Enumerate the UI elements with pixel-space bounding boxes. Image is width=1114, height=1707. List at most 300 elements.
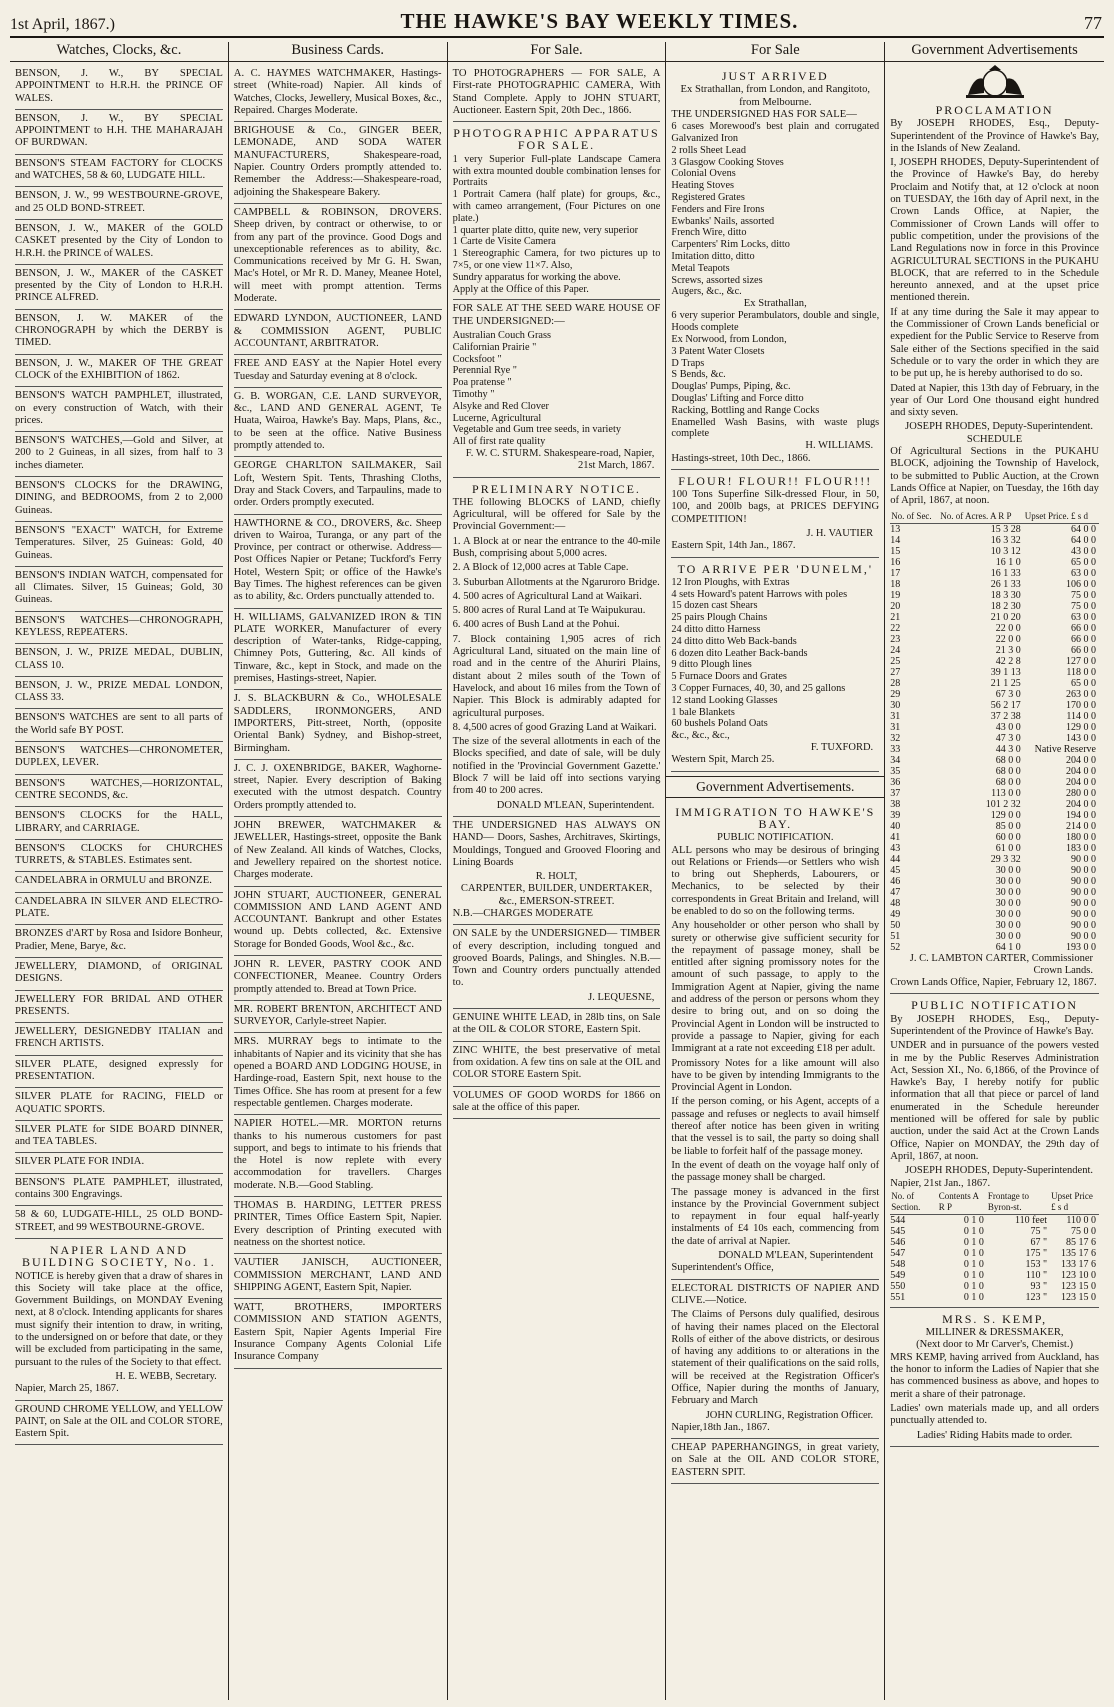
issue-date: 1st April, 1867.) <box>10 16 115 33</box>
table-cell: 50 <box>890 919 901 931</box>
table-cell: 129 0 0 <box>1065 721 1096 733</box>
table-cell: 43 <box>890 842 901 854</box>
table-cell: 66 0 0 <box>1070 644 1096 656</box>
kemp-note-3: Ladies' Riding Habits made to order. <box>916 1429 1073 1441</box>
table-row <box>890 722 1099 733</box>
table-row <box>890 546 1099 557</box>
arrived-item: Augers, &c., &c. <box>671 286 742 298</box>
table-cell: 280 0 0 <box>1065 787 1096 799</box>
watch-ads-list <box>15 65 223 1239</box>
table-cell: 24 <box>890 644 901 656</box>
table-cell: 90 0 0 <box>1070 897 1096 909</box>
business-card: GEORGE CHARLTON SAILMAKER, Sail Loft, Western Spit. Tents, Thrashing Cloths, Dray and Stack Covers, and Tarpaulins, made to order. Orders promptly executed. <box>234 457 442 514</box>
pub-title: PUBLIC NOTIFICATION <box>911 998 1079 1013</box>
table-cell: 30 0 0 <box>995 897 1021 909</box>
schedule-title: SCHEDULE <box>966 433 1023 445</box>
dunelm-ad <box>671 558 879 772</box>
proc-body-2: If at any time during the Sale it may appear to the Commissioner of Crown Lands beneficial or expedient for the Public Service to Reserve from Sale either of the Sections specified in the said Schedule or to vary the order in which they are to be put up, he is hereby authorised to do so. <box>890 306 1099 380</box>
table-cell: 549 <box>890 1269 906 1281</box>
table-cell: 547 <box>890 1247 906 1259</box>
table-cell: 123 15 0 <box>1060 1280 1096 1292</box>
table-cell: 90 0 0 <box>1070 864 1096 876</box>
table-cell: 551 <box>890 1291 906 1303</box>
business-card: JOHN STUART, AUCTIONEER, GENERAL COMMISSION AND LAND AGENT AND ACCOUNTANT. Bankrupt and other Estates wound up. Debts collected, &c. Extensive Storage for Bonded Goods, Wool &c., &c. <box>234 887 442 956</box>
column-watches <box>10 42 229 1700</box>
table-cell: 22 <box>890 622 901 634</box>
prelim-sign: DONALD M'LEAN, Superintendent. <box>496 799 655 811</box>
table-row <box>890 854 1099 865</box>
business-card: JOHN BREWER, WATCHMAKER & JEWELLER, Hastings-street, opposite the Bank of New Zealand. All kinds of Watches, Clocks, and Jewellery repaired on the shortest notice. Charges moderate. <box>234 817 442 886</box>
table-cell: 90 0 0 <box>1070 875 1096 887</box>
dunelm-item: 3 Copper Furnaces, 40, 30, and 25 gallons <box>671 683 846 695</box>
table-row <box>890 1292 1099 1303</box>
photo-item: 1 quarter plate ditto, quite new, very superior <box>452 224 639 236</box>
business-card: VAUTIER JANISCH, AUCTIONEER, COMMISSION MERCHANT, LAND AND SHIPPING AGENT, Eastern Spit, Napier. <box>234 1254 442 1299</box>
watch-ad: BENSON'S WATCH PAMPHLET, illustrated, on every construction of Watch, with their prices. <box>15 387 223 432</box>
watch-ad: SILVER PLATE FOR INDIA. <box>15 1153 223 1173</box>
column-for-sale <box>448 42 667 1700</box>
table-row <box>890 568 1099 579</box>
holt-trade: CARPENTER, BUILDER, UNDERTAKER, &c., EMERSON-STREET. <box>460 883 653 907</box>
watch-ad: BENSON, J. W. MAKER of the CHRONOGRAPH by which the DERBY is TIMED. <box>15 310 223 355</box>
table-header: Contents A R P <box>938 1190 987 1215</box>
table-cell: 67 " <box>1030 1236 1048 1248</box>
table-cell: 61 0 0 <box>995 842 1021 854</box>
table-cell: 90 0 0 <box>1070 853 1096 865</box>
table-row <box>890 755 1099 766</box>
table-cell: 44 <box>890 853 901 865</box>
arrived-item: Racking, Bottling and Range Cocks <box>671 404 820 416</box>
imm-title: IMMIGRATION TO HAWKE'S BAY. <box>675 804 876 831</box>
table-cell: 93 " <box>1030 1280 1048 1292</box>
society-body: NOTICE is hereby given that a draw of shares in this Society will take place at the office, Government Buildings, on MONDAY Evening next, at 8 o'clock. Intending applicants for shares must signify their intention to draw, in writing, to the undersigned on or before that date, or they will be excluded from participating in the same, pursuant to the rules of the Society to that effect. <box>15 1270 223 1368</box>
flour-title: FLOUR! FLOUR!! FLOUR!!! <box>678 473 873 488</box>
table-row <box>890 821 1099 832</box>
table-cell: 60 0 0 <box>995 831 1021 843</box>
arrived-list-2 <box>671 310 879 440</box>
table-row <box>890 766 1099 777</box>
table-cell: 21 <box>890 611 901 623</box>
kemp-title: MRS. S. KEMP, <box>942 1311 1048 1326</box>
table-cell: 21 0 20 <box>990 611 1021 623</box>
arrived-date: Hastings-street, 10th Dec., 1866. <box>671 452 811 464</box>
table-cell: 16 <box>890 556 901 568</box>
table-cell: 30 0 0 <box>995 930 1021 942</box>
table-cell: 38 <box>890 798 901 810</box>
table-cell: 39 <box>890 809 901 821</box>
seed-item: Australian Couch Grass <box>452 329 551 341</box>
table-cell: 32 <box>890 732 901 744</box>
table-cell: 41 <box>890 831 901 843</box>
table-cell: 43 0 0 <box>995 721 1021 733</box>
table-cell: 110 " <box>1025 1269 1048 1281</box>
table1-sign: J. C. LAMBTON CARTER, Commissioner Crown Lands. <box>909 952 1093 976</box>
table-cell: 36 <box>890 776 901 788</box>
column-government <box>885 42 1104 1700</box>
table-row <box>890 744 1099 755</box>
kemp-body: MRS KEMP, having arrived from Auckland, has the honor to inform the Ladies of Napier that she has commenced business as above, and hopes to merit a share of their patronage. <box>890 1351 1099 1400</box>
table-row <box>890 689 1099 700</box>
business-card: JOHN R. LEVER, PASTRY COOK AND CONFECTIONER, Meanee. Country Orders promptly attended to. Bread at Town Price. <box>234 956 442 1001</box>
seed-item: Poa pratense " <box>452 377 512 389</box>
photo-item: Sundry apparatus for working the above. <box>452 271 621 283</box>
preliminary-notice <box>453 478 661 817</box>
arrived-item: Enamelled Wash Basins, with waste plugs complete <box>671 416 880 440</box>
table-cell: 22 0 0 <box>995 622 1021 634</box>
table-row <box>890 777 1099 788</box>
dunelm-item: 12 Iron Ploughs, with Extras <box>671 576 790 588</box>
table-cell: 66 0 0 <box>1070 622 1096 634</box>
table-header: Upset Price. £ s d <box>1024 510 1099 524</box>
arrived-item: Registered Grates <box>671 191 745 203</box>
photo-item: 1 Carte de Visite Camera <box>452 236 556 248</box>
business-card: HAWTHORNE & CO., DROVERS, &c. Sheep driven to Wairoa, Turanga, or any part of the Province, per contract or otherwise. Address—Post Offices Napier or Petane; Tuckford's Ferry Hotel, Western Spit; or office of the Hawke's Bay Times. The highest references can be given as to ability, &c. Orders punctually attended to. <box>234 515 442 609</box>
business-card: CAMPBELL & ROBINSON, DROVERS. Sheep driven, by contract or otherwise, to or from any part of the province. Good Dogs and unexceptionable references as to ability, &c. Communications received by Mr G. H. Swan, Mac's Hotel, or Mr R. D. Maney, Meanee Hotel, will meet with prompt attention. Terms Moderate. <box>234 204 442 310</box>
seed-item: Cocksfoot " <box>452 353 502 365</box>
prelim-paragraph: 3. Suburban Allotments at the Ngaruroro Bridge. <box>452 576 660 588</box>
table-cell: 0 1 0 <box>963 1236 984 1248</box>
table-cell: 35 <box>890 765 901 777</box>
elect-sign: JOHN CURLING, Registration Officer. <box>705 1409 874 1421</box>
column-heading: Watches, Clocks, &c. <box>10 42 228 62</box>
table-cell: 45 <box>890 864 901 876</box>
arrived-item: S Bends, &c. <box>671 369 726 381</box>
arrived-ex: Ex Strathallan, <box>743 298 807 310</box>
table-cell: 16 3 32 <box>990 534 1021 546</box>
imm-sign: DONALD M'LEAN, Superintendent <box>718 1250 874 1262</box>
prelim-body <box>453 497 661 798</box>
arrived-item: Metal Teapots <box>671 262 730 274</box>
table-cell: 67 3 0 <box>995 688 1021 700</box>
table-cell: 85 0 0 <box>995 820 1021 832</box>
imm-sub: PUBLIC NOTIFICATION. <box>717 832 834 844</box>
business-card: EDWARD LYNDON, AUCTIONEER, LAND & COMMISSION AGENT, PUBLIC ACCOUNTANT, ARBITRATOR. <box>234 310 442 355</box>
society-sign: H. E. WEBB, Secretary. <box>115 1370 217 1382</box>
watch-ad: BENSON'S WATCHES—CHRONOMETER, DUPLEX, LEVER. <box>15 742 223 775</box>
arrived-intro: THE UNDERSIGNED HAS FOR SALE— <box>671 108 857 120</box>
seed-item: Timothy " <box>452 388 495 400</box>
table-row <box>890 799 1099 810</box>
pub-body: UNDER and in pursuance of the powers vested in me by the Public Reserves Administration Act, Session XI., No. 6,1866, of the Province of Hawke's Bay, I hereby notify for public information that all that piece or parcel of land enumerated in the Schedule hereunder mentioned will be offered for sale by public auction, under the said Act at the Crown Lands Office, Napier on MONDAY, the 29th day of April, 1867, at noon. <box>890 1040 1099 1162</box>
immigration-notice <box>671 801 879 1280</box>
table-cell: 29 <box>890 688 901 700</box>
table-cell: 49 <box>890 908 901 920</box>
photo-item: 1 very Superior Full-plate Landscape Camera with extra mounted double combination lenses for Portraits <box>452 153 661 189</box>
table-row <box>890 623 1099 634</box>
prelim-paragraph: THE following BLOCKS of LAND, chiefly Agricultural, will be offered for Sale by the Provincial Government:— <box>452 496 661 533</box>
watch-ad: BENSON'S CLOCKS for the HALL, LIBRARY, and CARRIAGE. <box>15 807 223 840</box>
table-row <box>890 810 1099 821</box>
business-card: BRIGHOUSE & Co., GINGER BEER, LEMONADE, AND SODA WATER MANUFACTURERS, Shakespeare-road, Napier. Country Orders promptly attended to. Remember the Address:—Shakespeare-road, adjoining the Shakespeare Bakery. <box>234 122 442 204</box>
table-row <box>890 678 1099 689</box>
table-cell: 75 0 0 <box>1070 600 1096 612</box>
table-cell: 204 0 0 <box>1065 765 1096 777</box>
watch-ad: SILVER PLATE, designed expressly for PRESENTATION. <box>15 1056 223 1089</box>
watch-ad: BENSON'S CLOCKS for CHURCHES TURRETS, & STABLES. Estimates sent. <box>15 840 223 873</box>
watch-ad: BENSON'S "EXACT" WATCH, for Extreme Temperatures. Silver, 25 Guineas: Gold, 40 Guineas. <box>15 522 223 567</box>
proc-dated: Dated at Napier, this 13th day of February, in the year of Our Lord One thousand eight hundred and sixty seven. <box>890 382 1099 419</box>
arrived-item: 6 very superior Perambulators, double and single, Hoods complete <box>671 310 880 334</box>
table-cell: 204 0 0 <box>1065 776 1096 788</box>
table-cell: 193 0 0 <box>1065 941 1096 953</box>
table-cell: 33 <box>890 743 901 755</box>
table-row <box>890 788 1099 799</box>
table-row <box>890 645 1099 656</box>
table-cell: 123 10 0 <box>1060 1269 1096 1281</box>
table-cell: 16 1 33 <box>990 567 1021 579</box>
table-cell: 48 <box>890 897 901 909</box>
seed-list <box>453 330 661 448</box>
society-title: NAPIER LAND AND BUILDING SOCIETY, No. 1. <box>22 1242 216 1270</box>
table-row <box>890 876 1099 887</box>
seed-item: All of first rate quality <box>452 436 546 448</box>
kemp-trade: MILLINER & DRESSMAKER, <box>925 1327 1064 1339</box>
dunelm-item: &c., &c., &c., <box>671 730 730 742</box>
business-card: J. S. BLACKBURN & Co., WHOLESALE SADDLERS, IRONMONGERS, AND IMPORTERS, Pitt-street, North, (opposite Oriental Bank) Sydney, and Bishop-street, Birmingham. <box>234 690 442 759</box>
watch-ad: BENSON'S WATCHES—CHRONOGRAPH, KEYLESS, REPEATERS. <box>15 612 223 645</box>
table-header: No. of Section. <box>890 1190 938 1215</box>
table-cell: 31 <box>890 710 901 722</box>
table-cell: 123 " <box>1025 1291 1048 1303</box>
seed-item: Alsyke and Red Clover <box>452 400 549 412</box>
table-row <box>890 1259 1099 1270</box>
watch-ad: BENSON, J. W., PRIZE MEDAL LONDON, CLASS 33. <box>15 677 223 710</box>
imm-paragraph: ALL persons who may be desirous of bringing out Relations or Friends—or Settlers who wish to bring out Shepherds, Labourers, or Mechanics, to be selected by their correspondents in Great Britain and Ireland, will be enabled to do so on the following terms. <box>671 844 880 917</box>
table-cell: 43 0 0 <box>1070 545 1096 557</box>
photo-item: Apply at the Office of this Paper. <box>452 283 589 295</box>
imm-paragraph: In the event of death on the voyage half only of the passage money shall be charged. <box>671 1159 880 1184</box>
dunelm-item: 4 sets Howard's patent Harrows with poles <box>671 588 848 600</box>
dunelm-item: 60 bushels Poland Oats <box>671 718 768 730</box>
table-row <box>890 887 1099 898</box>
table-cell: 118 0 0 <box>1066 666 1096 678</box>
table-cell: 85 17 6 <box>1065 1236 1096 1248</box>
table-cell: 90 0 0 <box>1070 886 1096 898</box>
business-card: FREE AND EASY at the Napier Hotel every Tuesday and Saturday evening at 8 o'clock. <box>234 355 442 388</box>
holt-name: R. HOLT, <box>535 871 578 883</box>
elect-title: ELECTORAL DISTRICTS OF NAPIER AND CLIVE.—Notice. <box>671 1282 880 1306</box>
elect-body: The Claims of Persons duly qualified, desirous of having their names placed on the Electoral Rolls of either of the above districts, or desirous of having any additions to or alterations in the statement of their qualifications on the said rolls, will be received at the Registration Officer's Office, Napier during the months of January, February and March <box>671 1309 880 1407</box>
table-cell: 14 <box>890 534 901 546</box>
kemp-ad <box>890 1308 1099 1447</box>
table-cell: 0 1 0 <box>963 1258 984 1270</box>
column-heading: For Sale. <box>448 42 666 62</box>
table-cell: 27 <box>890 666 901 678</box>
table-cell: 90 0 0 <box>1070 919 1096 931</box>
table-cell: 18 3 30 <box>990 589 1021 601</box>
watch-ad: BENSON'S WATCHES are sent to all parts of the World safe BY POST. <box>15 709 223 742</box>
column-heading: For Sale <box>666 42 884 62</box>
arrived-sign: H. WILLIAMS. <box>805 440 874 452</box>
photo-item: 1 Portrait Camera (half plate) for groups, &c., with cameo arrangement, (Four Pictures on one plate.) <box>452 189 661 224</box>
table-row <box>890 832 1099 843</box>
watch-ad: 58 & 60, LUDGATE-HILL, 25 OLD BOND-STREET, and 99 WESTBOURNE-GROVE. <box>15 1206 223 1239</box>
dunelm-item: 24 ditto ditto Web Back-bands <box>671 635 797 647</box>
table-row <box>890 1270 1099 1281</box>
watch-ad: BENSON'S CLOCKS for the DRAWING, DINING, and BEDROOMS, from 2 to 2,000 Guineas. <box>15 477 223 522</box>
table-cell: 29 3 32 <box>990 853 1021 865</box>
seed-item: Lucerne, Agricultural <box>452 412 542 424</box>
dunelm-title: TO ARRIVE PER 'DUNELM,' <box>677 561 874 576</box>
society-date: Napier, March 25, 1867. <box>15 1383 119 1395</box>
table-cell: 110 feet <box>1014 1214 1048 1226</box>
table-cell: 90 0 0 <box>1070 908 1096 920</box>
columns <box>10 42 1104 1700</box>
good-words-ad: VOLUMES OF GOOD WORDS for 1866 on sale at the office of this paper. <box>453 1087 661 1120</box>
table-cell: 194 0 0 <box>1065 809 1096 821</box>
table-cell: 550 <box>890 1280 906 1292</box>
table-cell: 51 <box>890 930 901 942</box>
seed-sign: F. W. C. STURM. Shakespeare-road, Napier, 21st March, 1867. <box>465 447 655 472</box>
business-cards-list <box>234 65 442 1369</box>
table-cell: 546 <box>890 1236 906 1248</box>
table-cell: 64 0 0 <box>1070 534 1096 546</box>
table-cell: 0 1 0 <box>963 1269 984 1281</box>
table-cell: 101 2 32 <box>985 798 1021 810</box>
table-cell: 153 " <box>1025 1258 1048 1270</box>
white-lead-ad: GENUINE WHITE LEAD, in 28lb tins, on Sale at the OIL & COLOR STORE, Eastern Spit. <box>453 1009 661 1042</box>
gov-ads-heading: Government Advertisements. <box>666 776 884 798</box>
table-cell: 20 <box>890 600 901 612</box>
seed-warehouse-ad <box>453 300 661 477</box>
prelim-paragraph: 7. Block containing 1,905 acres of rich Agricultural Land, situated on the main line of road and in the centre of the Ahuriri Plains, distant about 2 miles south of the Town of Havelock, and about 16 miles from the Town of Napier. This Block is admirably adapted for agricultural purposes. <box>452 633 661 719</box>
business-card: THOMAS B. HARDING, LETTER PRESS PRINTER, Times Office Eastern Spit, Napier. Every description of Printing executed with neatness on the shortest notice. <box>234 1197 442 1254</box>
imm-paragraph: If the person coming, or his Agent, accepts of a passage and refuses or neglects to avail himself thereof after notice has been given in writing that the vessel is to sail, the party so doing shall be liable to forfeit half of the passage money. <box>671 1096 880 1157</box>
paperhangings-ad: CHEAP PAPERHANGINGS, in great variety, on Sale at the OIL AND COLOR STORE, EASTERN SPIT. <box>671 1439 879 1484</box>
business-card: MR. ROBERT BRENTON, ARCHITECT AND SURVEYOR, Carlyle-street Napier. <box>234 1001 442 1034</box>
arrived-item: Ex Norwood, from London, <box>671 334 787 346</box>
holt-nb: N.B.—CHARGES MODERATE <box>452 908 593 919</box>
proc-by: By JOSEPH RHODES, Esq., Deputy-Superintendent of the Province of Hawke's Bay, in the Islands of New Zealand. <box>890 118 1099 154</box>
table-cell: 75 " <box>1030 1225 1048 1237</box>
table-row <box>890 843 1099 854</box>
dunelm-item: 9 ditto Plough lines <box>671 659 752 671</box>
table-cell: 113 0 0 <box>991 787 1021 799</box>
table-row <box>890 920 1099 931</box>
photographers-ad: TO PHOTOGRAPHERS — FOR SALE, A First-rate PHOTOGRAPHIC CAMERA, With Stand Complete. Apply to JOHN STUART, Auctioneer. Eastern Spit, 20th Dec., 1866. <box>453 65 661 122</box>
arrived-sub: Ex Strathallan, from London, and Rangitoto, from Melbourne. <box>680 84 871 108</box>
table-cell: 75 0 0 <box>1070 1225 1096 1237</box>
arrived-item: Douglas' Lifting and Force ditto <box>671 393 804 405</box>
table-cell: 90 0 0 <box>1070 930 1096 942</box>
table-cell: 180 0 0 <box>1065 831 1096 843</box>
watch-ad: BENSON'S STEAM FACTORY for CLOCKS and WATCHES, 58 & 60, LUDGATE HILL. <box>15 155 223 188</box>
table-cell: 18 2 30 <box>990 600 1021 612</box>
chrome-yellow-ad: GROUND CHROME YELLOW, and YELLOW PAINT, on Sale at the OIL and COLOR STORE, Eastern Spit. <box>15 1401 223 1446</box>
business-card: MRS. MURRAY begs to intimate to the inhabitants of Napier and its vicinity that she has opened a BOARD AND LODGING HOUSE, in Hardinge-road, Eastern Spit, next house to the Times Office. She has room at present for a few respectable gentlemen. Charges moderate. <box>234 1033 442 1115</box>
arrived-item: 6 cases Morewood's best plain and corrugated Galvanized Iron <box>671 121 880 144</box>
holt-body: THE UNDERSIGNED HAS ALWAYS ON HAND— Doors, Sashes, Architraves, Skirtings, Mouldings, Tongued and Grooved Flooring and Lining Boards <box>452 819 661 868</box>
dunelm-item: 15 dozen cast Shears <box>671 600 758 612</box>
seed-title: FOR SALE AT THE SEED WARE HOUSE OF THE UNDERSIGNED:— <box>452 303 661 327</box>
table-row <box>890 579 1099 590</box>
business-card: WATT, BROTHERS, IMPORTERS COMMISSION AND STATION AGENTS, Eastern Spit, Napier Agents Imperial Fire Insurance Company Agents Colonial Life Insurance Company <box>234 1299 442 1368</box>
table-cell: 106 0 0 <box>1065 578 1096 590</box>
table-cell: 39 1 13 <box>990 666 1021 678</box>
schedule-desc: Of Agricultural Sections in the PUKAHU BLOCK, adjoining the Township of Havelock, to be submitted to Public Auction, at the Crown Lands Office at Napier, on Tuesday, the 16th day of April, 1867, at noon. <box>890 446 1099 507</box>
table-cell: Native Reserve <box>1034 743 1096 755</box>
table-cell: 204 0 0 <box>1065 754 1096 766</box>
arrived-item: French Wire, ditto <box>671 227 747 239</box>
table-cell: 0 1 0 <box>963 1247 984 1259</box>
table-row <box>890 601 1099 612</box>
arrived-item: 3 Patent Water Closets <box>671 345 765 357</box>
dunelm-item: 6 dozen dito Leather Back-bands <box>671 647 808 659</box>
table-cell: 25 <box>890 655 901 667</box>
society-notice <box>15 1239 223 1401</box>
table-cell: 28 <box>890 677 901 689</box>
table-cell: 68 0 0 <box>995 765 1021 777</box>
watch-ad: BENSON'S PLATE PAMPHLET, illustrated, contains 300 Engravings. <box>15 1174 223 1207</box>
watch-ad: BENSON, J. W., BY SPECIAL APPOINTMENT to H.R.H. the PRINCE OF WALES. <box>15 65 223 110</box>
proc-sign: JOSEPH RHODES, Deputy-Superintendent. <box>905 421 1093 433</box>
table-cell: 65 0 0 <box>1070 556 1096 568</box>
table-cell: 66 0 0 <box>1070 633 1096 645</box>
table-cell: 56 2 17 <box>990 699 1021 711</box>
table-cell: 31 <box>890 721 901 733</box>
photo-apparatus-title: PHOTOGRAPHIC APPARATUS FOR SALE. <box>453 126 660 153</box>
table-cell: 114 0 0 <box>1066 710 1096 722</box>
table-cell: 175 " <box>1025 1247 1048 1259</box>
watch-ad: JEWELLERY, DIAMOND, of ORIGINAL DESIGNS. <box>15 958 223 991</box>
table-cell: 0 1 0 <box>963 1225 984 1237</box>
table-cell: 123 15 0 <box>1060 1291 1096 1303</box>
table-cell: 129 0 0 <box>990 809 1021 821</box>
arrived-item: Ewbanks' Nails, assorted <box>671 215 775 227</box>
elect-date: Napier,18th Jan., 1867. <box>671 1421 770 1433</box>
table-row <box>890 634 1099 645</box>
table-row <box>890 865 1099 876</box>
table-cell: 0 1 0 <box>963 1280 984 1292</box>
table-cell: 15 3 28 <box>990 523 1021 535</box>
masthead <box>10 8 1104 38</box>
zinc-white-ad: ZINC WHITE, the best preservative of metal from oxidation. A few tins on sale at the OIL and COLOR STORE Eastern Spit. <box>453 1042 661 1087</box>
watch-ad: JEWELLERY FOR BRIDAL AND OTHER PRESENTS. <box>15 991 223 1024</box>
watch-ad: JEWELLERY, DESIGNEDBY ITALIAN and FRENCH ARTISTS. <box>15 1023 223 1056</box>
prelim-paragraph: 4. 500 acres of Agricultural Land at Waikari. <box>452 590 642 602</box>
prelim-paragraph: 1. A Block at or near the entrance to the 40-mile Bush, comprising about 5,000 acres. <box>452 535 661 559</box>
table-row <box>890 535 1099 546</box>
table-cell: 143 0 0 <box>1065 732 1096 744</box>
dunelm-sign: F. TUXFORD. <box>810 742 874 754</box>
column-heading: Business Cards. <box>229 42 447 62</box>
table-cell: 46 <box>890 875 901 887</box>
arrived-item: Heating Stoves <box>671 180 735 192</box>
watch-ad: BENSON'S INDIAN WATCH, compensated for all Climates. Silver, 15 Guineas; Gold, 30 Guineas. <box>15 567 223 612</box>
table-cell: 127 0 0 <box>1065 655 1096 667</box>
table-cell: 21 1 25 <box>990 677 1021 689</box>
table-cell: 30 0 0 <box>995 875 1021 887</box>
arrived-item: 2 rolls Sheet Lead <box>671 144 747 156</box>
table-cell: 0 1 0 <box>963 1291 984 1303</box>
arrived-list <box>671 121 879 298</box>
business-card: J. C. J. OXENBRIDGE, BAKER, Waghorne-street, Napier. Every description of Baking executed with the utmost despatch. Country Orders promptly attended to. <box>234 760 442 817</box>
prelim-paragraph: 5. 800 acres of Rural Land at Te Waipukurau. <box>452 605 646 617</box>
table-cell: 204 0 0 <box>1065 798 1096 810</box>
proc-title: PROCLAMATION <box>935 103 1054 117</box>
table-cell: 263 0 0 <box>1065 688 1096 700</box>
column-heading: Government Advertisements <box>885 42 1104 62</box>
timber-ad <box>453 925 661 1009</box>
imm-office: Superintendent's Office, <box>671 1262 774 1274</box>
table-cell: 30 0 0 <box>995 908 1021 920</box>
flour-sign: J. H. VAUTIER <box>806 527 874 539</box>
table-cell: 30 0 0 <box>995 886 1021 898</box>
table-header: Frontage to Byron-st. <box>987 1190 1050 1215</box>
timber-body: ON SALE by the UNDERSIGNED— TIMBER of every description, including tongued and grooved Boards, Palings, and Shingles. N.B.—Town and Country orders punctually attended to. <box>452 928 661 989</box>
table-row <box>890 523 1099 535</box>
dunelm-list <box>671 577 879 742</box>
